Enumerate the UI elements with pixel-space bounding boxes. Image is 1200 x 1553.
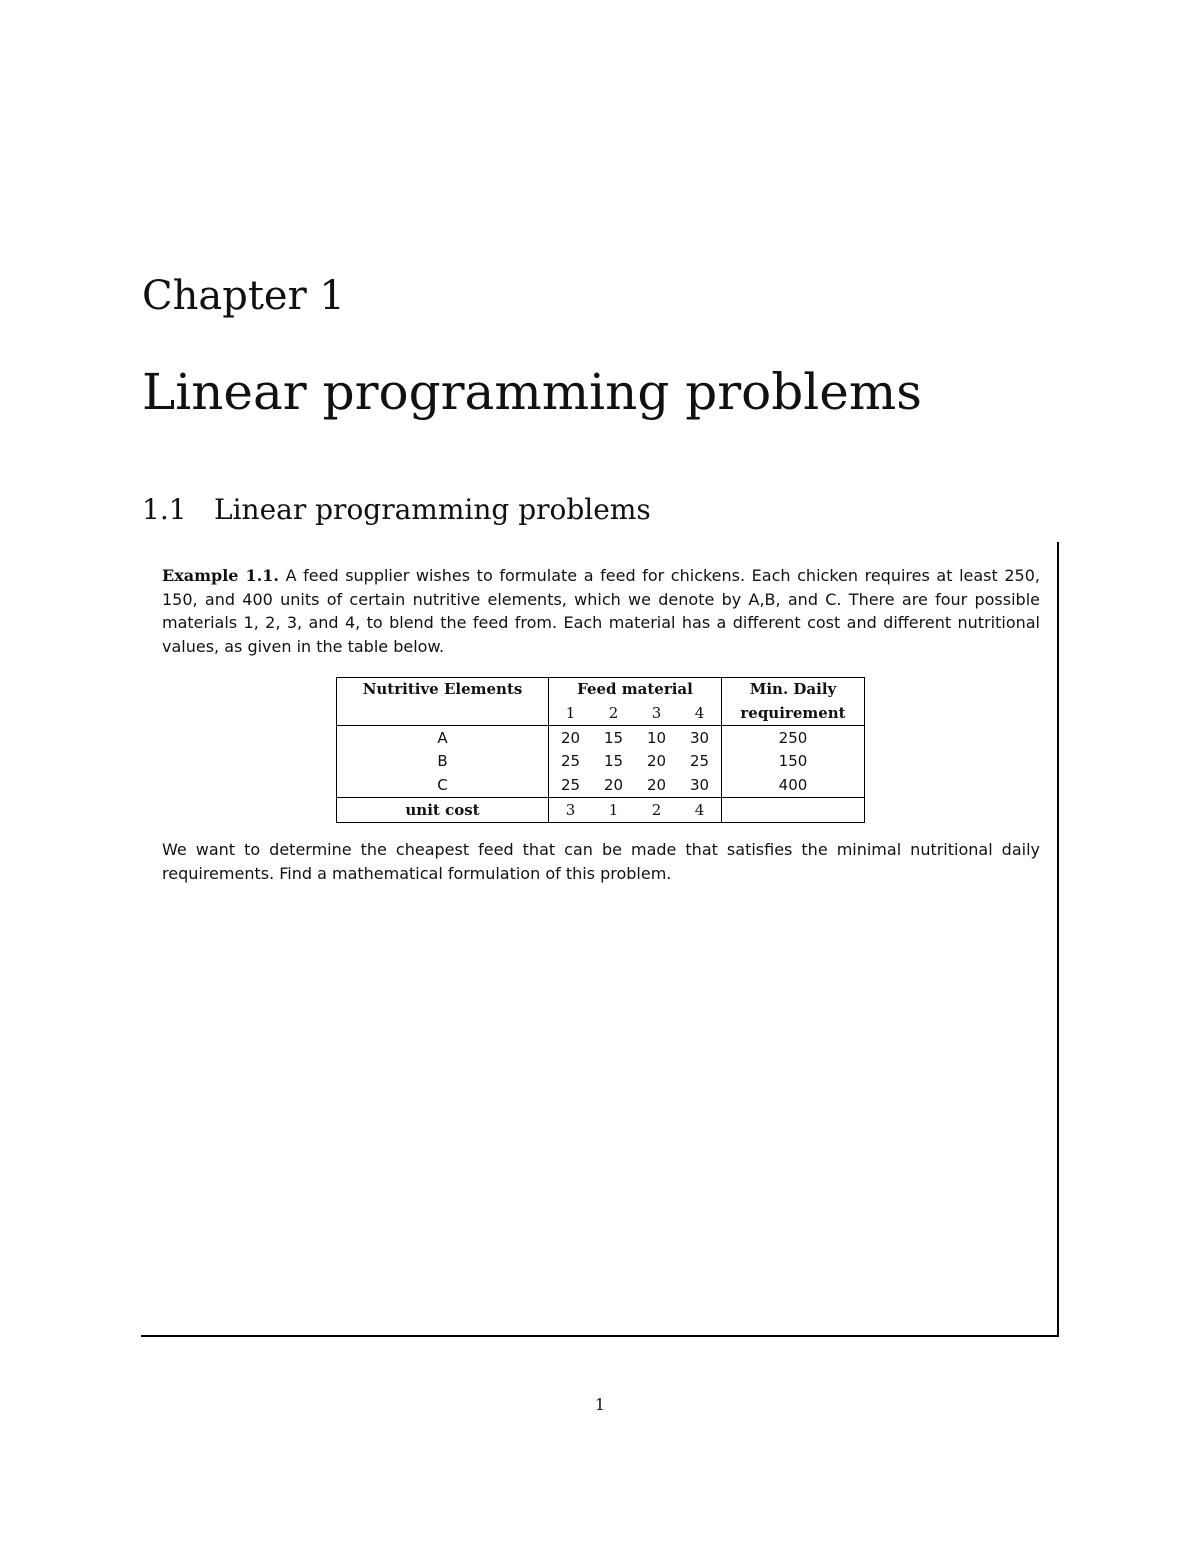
table-row bbox=[337, 726, 865, 750]
row-element: C bbox=[337, 774, 549, 798]
example-paragraph bbox=[162, 564, 1040, 659]
table-cell: 25 bbox=[678, 750, 722, 774]
header-requirement: requirement bbox=[722, 702, 865, 726]
example-frame-bottom-rule bbox=[141, 1335, 1059, 1337]
cost-cell: 2 bbox=[635, 798, 678, 823]
section-number: 1.1 bbox=[142, 493, 187, 526]
row-requirement: 150 bbox=[722, 750, 865, 774]
row-element: A bbox=[337, 726, 549, 750]
table-header-row bbox=[337, 678, 865, 702]
cost-requirement bbox=[722, 798, 865, 823]
table-cell: 30 bbox=[678, 774, 722, 798]
row-requirement: 400 bbox=[722, 774, 865, 798]
table-cell: 25 bbox=[560, 752, 581, 771]
example-text: A feed supplier wishes to formulate a feed for chickens. Each chicken requires at least 250, 150, and 400 units of certain nutritive elements, which we denote by A,B, and C. There are four possible materials 1, 2, 3, and 4, to blend the feed from. Each material has a different cost and different nutritional values, as given in the table below. bbox=[162, 566, 1041, 657]
example-label: Example 1.1. bbox=[162, 566, 279, 585]
table-cell: 20 bbox=[560, 728, 581, 747]
table-cell: 20 bbox=[635, 774, 678, 798]
table-cost-row bbox=[337, 798, 865, 823]
material-number: 4 bbox=[678, 702, 722, 726]
header-feed-material: Feed material bbox=[549, 678, 722, 702]
table-row bbox=[337, 750, 865, 774]
table-row bbox=[337, 774, 865, 798]
table-cell: 30 bbox=[678, 726, 722, 750]
table-cell: 25 bbox=[549, 774, 593, 798]
chapter-label: Chapter 1 bbox=[142, 273, 345, 319]
table-cell: 20 bbox=[646, 752, 667, 771]
row-requirement: 250 bbox=[722, 726, 865, 750]
chapter-title: Linear programming problems bbox=[142, 363, 922, 421]
cost-cell: 3 bbox=[549, 798, 593, 823]
cost-cell: 1 bbox=[592, 798, 635, 823]
header-min-daily: Min. Daily bbox=[722, 678, 865, 702]
table-cell: 15 bbox=[603, 752, 624, 771]
table-cell: 15 bbox=[603, 728, 624, 747]
section-heading bbox=[142, 492, 651, 528]
subheader-blank bbox=[337, 702, 549, 726]
material-number: 1 bbox=[549, 702, 593, 726]
row-element: B bbox=[337, 750, 549, 774]
header-nutritive-elements: Nutritive Elements bbox=[337, 678, 549, 702]
table-cell: 20 bbox=[592, 774, 635, 798]
page-number: 1 bbox=[594, 1395, 606, 1414]
section-title: Linear programming problems bbox=[214, 493, 651, 526]
cost-label: unit cost bbox=[337, 798, 549, 823]
table-cell: 10 bbox=[646, 728, 667, 747]
material-number: 2 bbox=[592, 702, 635, 726]
material-number: 3 bbox=[635, 702, 678, 726]
cost-cell: 4 bbox=[678, 798, 722, 823]
example-frame-right-rule bbox=[1057, 542, 1059, 1337]
followup-paragraph: We want to determine the cheapest feed that can be made that satisfies the minimal nutritional daily requirements. Find a mathematical formulation of this problem. bbox=[162, 840, 1040, 883]
table-subheader-row bbox=[337, 702, 865, 726]
nutrition-table bbox=[336, 677, 865, 823]
